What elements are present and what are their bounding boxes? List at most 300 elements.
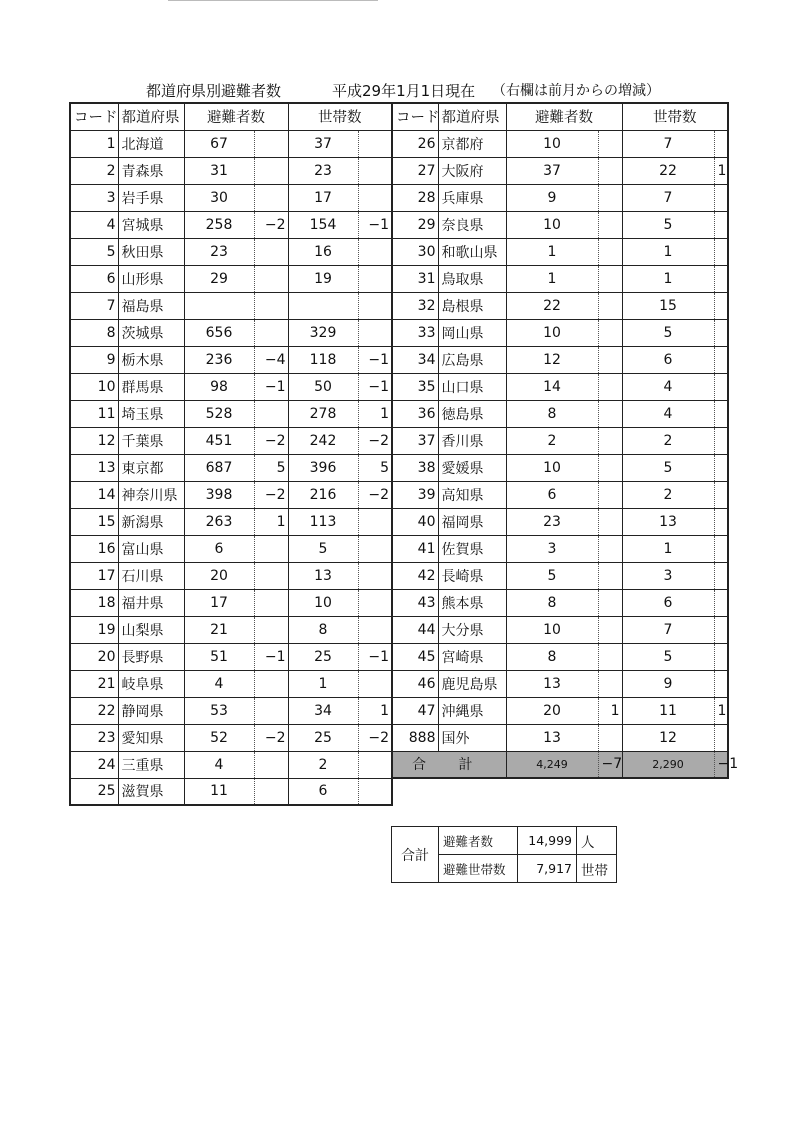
cell-evacuees-change (254, 616, 288, 643)
cell-evacuees: 14 (506, 373, 598, 400)
cell-evacuees: 23 (506, 508, 598, 535)
cell-prefecture: 宮城県 (118, 211, 184, 238)
cell-households-change (714, 643, 728, 670)
cell-evacuees-change: −4 (254, 346, 288, 373)
cell-prefecture: 宮崎県 (438, 643, 506, 670)
cell-prefecture: 秋田県 (118, 238, 184, 265)
cell-evacuees: 258 (184, 211, 254, 238)
table-row (70, 751, 392, 778)
cell-households: 216 (288, 481, 358, 508)
table-row (392, 454, 728, 481)
cell-prefecture: 兵庫県 (438, 184, 506, 211)
cell-households-change (714, 292, 728, 319)
cell-households-change (358, 130, 392, 157)
cell-evacuees: 53 (184, 697, 254, 724)
cell-evacuees-change (598, 184, 622, 211)
table-body-right (392, 130, 728, 751)
cell-prefecture: 栃木県 (118, 346, 184, 373)
cell-evacuees-change (598, 724, 622, 751)
table-row (392, 400, 728, 427)
cell-prefecture: 埼玉県 (118, 400, 184, 427)
cell-evacuees-change (598, 238, 622, 265)
cell-evacuees-change (598, 481, 622, 508)
cell-households: 5 (622, 454, 714, 481)
cell-evacuees-change (254, 238, 288, 265)
cell-code: 38 (392, 454, 438, 481)
cell-evacuees-change (254, 697, 288, 724)
table-row (70, 670, 392, 697)
cell-households: 13 (288, 562, 358, 589)
table-row (392, 724, 728, 751)
table-row (70, 184, 392, 211)
cell-households: 396 (288, 454, 358, 481)
cell-evacuees-change (598, 319, 622, 346)
cell-households-change (714, 562, 728, 589)
cell-code: 27 (392, 157, 438, 184)
cell-evacuees: 11 (184, 778, 254, 805)
cell-code: 11 (70, 400, 118, 427)
cell-households-change (714, 211, 728, 238)
cell-households-change: 1 (358, 400, 392, 427)
cell-evacuees: 263 (184, 508, 254, 535)
table-body-left (70, 130, 392, 805)
cell-evacuees: 398 (184, 481, 254, 508)
cell-households: 50 (288, 373, 358, 400)
cell-code: 4 (70, 211, 118, 238)
cell-code: 39 (392, 481, 438, 508)
col-header-evacuees: 避難者数 (184, 103, 288, 130)
cell-code: 888 (392, 724, 438, 751)
cell-code: 42 (392, 562, 438, 589)
cell-code: 15 (70, 508, 118, 535)
table-row (392, 211, 728, 238)
cell-households-change: −2 (358, 427, 392, 454)
table-row (70, 319, 392, 346)
cell-households-change: −1 (358, 373, 392, 400)
cell-prefecture: 高知県 (438, 481, 506, 508)
cell-evacuees: 6 (506, 481, 598, 508)
cell-households-change (358, 751, 392, 778)
cell-code: 22 (70, 697, 118, 724)
col-header-evacuees: 避難者数 (506, 103, 622, 130)
cell-households-change (714, 724, 728, 751)
cell-evacuees: 13 (506, 670, 598, 697)
cell-households-change (358, 157, 392, 184)
cell-evacuees-change: 5 (254, 454, 288, 481)
cell-evacuees: 37 (506, 157, 598, 184)
cell-prefecture: 愛知県 (118, 724, 184, 751)
cell-evacuees-change (598, 670, 622, 697)
cell-households: 22 (622, 157, 714, 184)
cell-code: 2 (70, 157, 118, 184)
cell-evacuees: 98 (184, 373, 254, 400)
cell-evacuees-change (598, 427, 622, 454)
cell-households-change (714, 454, 728, 481)
cell-evacuees: 21 (184, 616, 254, 643)
col-header-households: 世帯数 (288, 103, 392, 130)
cell-code: 28 (392, 184, 438, 211)
cell-evacuees: 8 (506, 589, 598, 616)
cell-households-change (714, 130, 728, 157)
cell-evacuees-change (598, 616, 622, 643)
cell-prefecture: 青森県 (118, 157, 184, 184)
cell-code: 12 (70, 427, 118, 454)
cell-households: 1 (288, 670, 358, 697)
cell-code: 21 (70, 670, 118, 697)
table-row (70, 778, 392, 805)
cell-evacuees-change: 1 (598, 697, 622, 724)
cell-code: 37 (392, 427, 438, 454)
cell-evacuees-change (254, 265, 288, 292)
cell-code: 35 (392, 373, 438, 400)
cell-code: 29 (392, 211, 438, 238)
cell-prefecture: 国外 (438, 724, 506, 751)
cell-code: 26 (392, 130, 438, 157)
col-header-prefecture: 都道府県 (118, 103, 184, 130)
cell-code: 41 (392, 535, 438, 562)
table-row (70, 697, 392, 724)
cell-evacuees-change (598, 589, 622, 616)
cell-households-change: −2 (358, 724, 392, 751)
cell-prefecture: 熊本県 (438, 589, 506, 616)
cell-code: 17 (70, 562, 118, 589)
table-row (392, 643, 728, 670)
cell-prefecture: 岐阜県 (118, 670, 184, 697)
cell-households-change (358, 184, 392, 211)
cell-evacuees: 528 (184, 400, 254, 427)
table-row (70, 508, 392, 535)
table-row (392, 292, 728, 319)
table-row (392, 319, 728, 346)
cell-code: 36 (392, 400, 438, 427)
cell-evacuees: 6 (184, 535, 254, 562)
table-row (392, 535, 728, 562)
cell-code: 40 (392, 508, 438, 535)
cell-prefecture: 群馬県 (118, 373, 184, 400)
col-header-prefecture: 都道府県 (438, 103, 506, 130)
cell-prefecture: 滋賀県 (118, 778, 184, 805)
grand-households-label: 避難世帯数 (439, 855, 518, 883)
grand-total-table (391, 826, 617, 883)
cell-evacuees: 10 (506, 616, 598, 643)
cell-households: 154 (288, 211, 358, 238)
cell-households: 1 (622, 265, 714, 292)
cell-households: 15 (622, 292, 714, 319)
total-evacuees: 4,249 (506, 751, 598, 778)
cell-households: 5 (622, 643, 714, 670)
cell-households: 5 (288, 535, 358, 562)
table-row (70, 481, 392, 508)
cell-households-change (358, 589, 392, 616)
cell-households: 3 (622, 562, 714, 589)
total-row (392, 751, 728, 778)
cell-evacuees: 687 (184, 454, 254, 481)
cell-households-change: −2 (358, 481, 392, 508)
cell-prefecture: 長崎県 (438, 562, 506, 589)
cell-households: 7 (622, 616, 714, 643)
cell-prefecture: 山梨県 (118, 616, 184, 643)
table-row (70, 400, 392, 427)
cell-prefecture: 広島県 (438, 346, 506, 373)
cell-households: 5 (622, 319, 714, 346)
cell-prefecture: 岩手県 (118, 184, 184, 211)
cell-households: 7 (622, 130, 714, 157)
cell-evacuees (184, 292, 254, 319)
cell-households: 12 (622, 724, 714, 751)
table-row (392, 589, 728, 616)
table-row (70, 589, 392, 616)
cell-code: 32 (392, 292, 438, 319)
total-households-change: −1 (714, 751, 728, 778)
cell-households: 242 (288, 427, 358, 454)
cell-evacuees-change: −1 (254, 643, 288, 670)
cell-evacuees-change (598, 265, 622, 292)
table-row (70, 616, 392, 643)
cell-households-change: 1 (714, 157, 728, 184)
cell-households-change (358, 535, 392, 562)
cell-evacuees: 4 (184, 670, 254, 697)
total-label: 合 計 (392, 751, 506, 778)
cell-households-change (714, 481, 728, 508)
cell-households: 329 (288, 319, 358, 346)
cell-code: 25 (70, 778, 118, 805)
cell-prefecture: 徳島県 (438, 400, 506, 427)
cell-evacuees: 10 (506, 211, 598, 238)
cell-code: 33 (392, 319, 438, 346)
cell-code: 14 (70, 481, 118, 508)
cell-households-change: −1 (358, 211, 392, 238)
table-row (392, 130, 728, 157)
col-header-households: 世帯数 (622, 103, 728, 130)
table-row (70, 535, 392, 562)
cell-evacuees-change (254, 130, 288, 157)
cell-evacuees-change (254, 535, 288, 562)
cell-households: 9 (622, 670, 714, 697)
table-row (70, 130, 392, 157)
cell-households-change: −1 (358, 643, 392, 670)
cell-households-change (714, 427, 728, 454)
cell-evacuees-change (254, 319, 288, 346)
change-note: （右欄は前月からの増減） (492, 83, 660, 99)
grand-evacuees-label: 避難者数 (439, 827, 518, 855)
cell-prefecture: 佐賀県 (438, 535, 506, 562)
cell-households: 25 (288, 643, 358, 670)
total-evacuees-change: −7 (598, 751, 622, 778)
cell-evacuees-change (598, 130, 622, 157)
cell-evacuees-change (598, 211, 622, 238)
cell-households-change (714, 265, 728, 292)
cell-evacuees: 31 (184, 157, 254, 184)
table-row (70, 157, 392, 184)
cell-households: 19 (288, 265, 358, 292)
table-row (70, 643, 392, 670)
cell-evacuees-change: −2 (254, 724, 288, 751)
cell-households-change (714, 346, 728, 373)
cell-code: 20 (70, 643, 118, 670)
cell-prefecture: 香川県 (438, 427, 506, 454)
grand-total-label: 合計 (392, 827, 439, 883)
cell-evacuees-change (598, 643, 622, 670)
table-row (392, 346, 728, 373)
cell-prefecture: 長野県 (118, 643, 184, 670)
cell-prefecture: 奈良県 (438, 211, 506, 238)
cell-households: 1 (622, 238, 714, 265)
cell-evacuees: 8 (506, 400, 598, 427)
cell-households-change (358, 508, 392, 535)
cell-code: 1 (70, 130, 118, 157)
cell-prefecture: 茨城県 (118, 319, 184, 346)
table-row (392, 697, 728, 724)
cell-households (288, 292, 358, 319)
cell-prefecture: 鳥取県 (438, 265, 506, 292)
cell-households-change (358, 616, 392, 643)
cell-evacuees: 20 (184, 562, 254, 589)
cell-prefecture: 愛媛県 (438, 454, 506, 481)
table-row (392, 481, 728, 508)
grand-households-value: 7,917 (518, 855, 577, 883)
cell-evacuees-change (254, 157, 288, 184)
cell-evacuees: 13 (506, 724, 598, 751)
cell-evacuees-change (598, 535, 622, 562)
cell-evacuees-change (598, 157, 622, 184)
cell-evacuees-change (598, 562, 622, 589)
cell-evacuees: 12 (506, 346, 598, 373)
cell-households: 2 (622, 481, 714, 508)
cell-households-change (714, 319, 728, 346)
grand-total-evacuees-row (392, 827, 617, 855)
table-row (70, 427, 392, 454)
cell-households-change (714, 670, 728, 697)
cell-evacuees-change: −2 (254, 427, 288, 454)
cell-households: 2 (622, 427, 714, 454)
cell-households: 8 (288, 616, 358, 643)
cell-prefecture: 新潟県 (118, 508, 184, 535)
col-header-code: コード (70, 103, 118, 130)
cell-evacuees: 4 (184, 751, 254, 778)
cell-code: 19 (70, 616, 118, 643)
cell-households-change (714, 184, 728, 211)
cell-households: 4 (622, 400, 714, 427)
table-row (392, 508, 728, 535)
table-row (392, 670, 728, 697)
cell-households-change: 1 (714, 697, 728, 724)
cell-prefecture: 福井県 (118, 589, 184, 616)
cell-prefecture: 鹿児島県 (438, 670, 506, 697)
as-of-date: 平成29年1月1日現在 (332, 82, 476, 100)
cell-evacuees: 2 (506, 427, 598, 454)
header-row (70, 103, 392, 130)
table-row (70, 238, 392, 265)
cell-households-change (358, 292, 392, 319)
cell-prefecture: 石川県 (118, 562, 184, 589)
cell-evacuees-change: −2 (254, 481, 288, 508)
cell-evacuees: 10 (506, 319, 598, 346)
cell-households-change (714, 535, 728, 562)
cell-evacuees-change (598, 454, 622, 481)
cell-evacuees: 67 (184, 130, 254, 157)
cell-prefecture: 静岡県 (118, 697, 184, 724)
cell-code: 7 (70, 292, 118, 319)
cell-evacuees: 1 (506, 265, 598, 292)
cell-prefecture: 三重県 (118, 751, 184, 778)
cell-code: 34 (392, 346, 438, 373)
table-row (70, 724, 392, 751)
cell-households: 1 (622, 535, 714, 562)
cell-code: 18 (70, 589, 118, 616)
cell-households-change (358, 778, 392, 805)
col-header-code: コード (392, 103, 438, 130)
cell-households: 17 (288, 184, 358, 211)
cell-code: 9 (70, 346, 118, 373)
cell-code: 23 (70, 724, 118, 751)
table-row (70, 292, 392, 319)
table-row (392, 265, 728, 292)
table-row (70, 265, 392, 292)
cell-households-change (358, 265, 392, 292)
cell-code: 16 (70, 535, 118, 562)
cell-code: 46 (392, 670, 438, 697)
cell-households: 37 (288, 130, 358, 157)
cell-prefecture: 富山県 (118, 535, 184, 562)
cell-evacuees: 17 (184, 589, 254, 616)
cell-prefecture: 山形県 (118, 265, 184, 292)
table-row (392, 157, 728, 184)
cell-evacuees: 3 (506, 535, 598, 562)
cell-evacuees-change: −1 (254, 373, 288, 400)
page-title: 都道府県別避難者数 (146, 82, 282, 100)
cell-evacuees: 29 (184, 265, 254, 292)
cell-prefecture: 大分県 (438, 616, 506, 643)
cell-evacuees: 1 (506, 238, 598, 265)
cell-households-change: −1 (358, 346, 392, 373)
cell-evacuees-change (254, 184, 288, 211)
cell-households-change (358, 670, 392, 697)
cell-households-change: 5 (358, 454, 392, 481)
grand-households-unit: 世帯 (577, 855, 617, 883)
cell-prefecture: 京都府 (438, 130, 506, 157)
table-row (392, 373, 728, 400)
cell-prefecture: 東京都 (118, 454, 184, 481)
header-row (392, 103, 728, 130)
cell-households-change (358, 238, 392, 265)
cell-households: 6 (288, 778, 358, 805)
cell-evacuees-change: −2 (254, 211, 288, 238)
table-row (392, 562, 728, 589)
grand-evacuees-unit: 人 (577, 827, 617, 855)
cell-code: 3 (70, 184, 118, 211)
cell-evacuees-change: 1 (254, 508, 288, 535)
cell-households-change (358, 319, 392, 346)
cell-households-change (714, 508, 728, 535)
table-row (392, 184, 728, 211)
cell-evacuees-change (598, 292, 622, 319)
cell-evacuees: 5 (506, 562, 598, 589)
cell-evacuees: 451 (184, 427, 254, 454)
cell-households-change (714, 589, 728, 616)
cell-households: 16 (288, 238, 358, 265)
cell-prefecture: 福島県 (118, 292, 184, 319)
cell-code: 43 (392, 589, 438, 616)
cell-code: 6 (70, 265, 118, 292)
cell-households: 13 (622, 508, 714, 535)
cell-code: 8 (70, 319, 118, 346)
cell-evacuees-change (598, 400, 622, 427)
cell-households: 34 (288, 697, 358, 724)
table-row (70, 373, 392, 400)
cell-evacuees-change (254, 589, 288, 616)
cell-households: 118 (288, 346, 358, 373)
evacuee-table-right (391, 102, 739, 779)
